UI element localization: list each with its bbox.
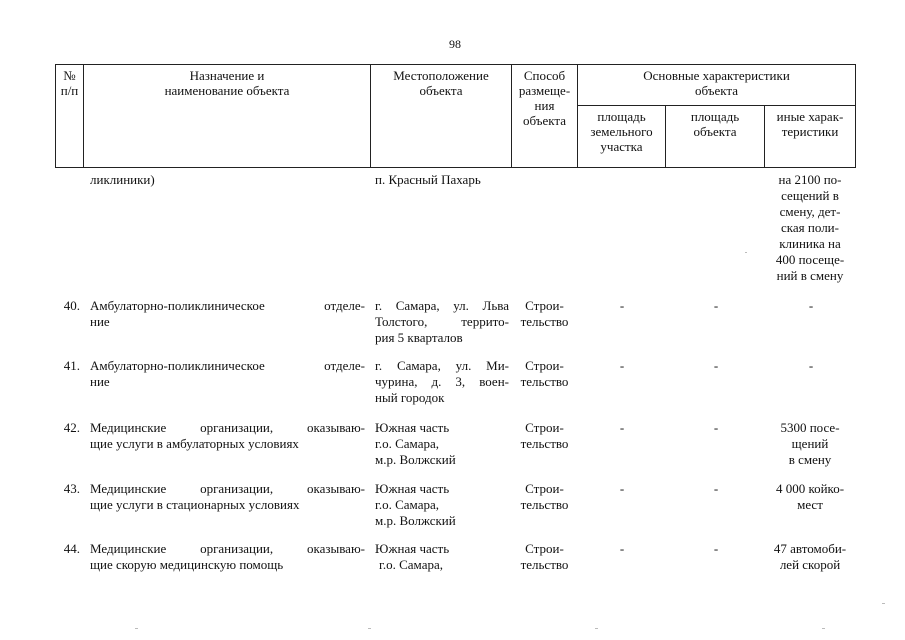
cell-line: 47 автомоби- <box>773 541 847 556</box>
table-row-name <box>90 481 365 513</box>
table-row-land-area: - <box>619 481 625 496</box>
table-row-object-area: - <box>713 358 719 373</box>
header-method-line: размеще- <box>518 83 571 98</box>
header-location-line: Местоположение <box>393 68 489 83</box>
table-row-location <box>375 172 481 188</box>
cell-line: ликлиники) <box>90 172 155 187</box>
table-row-object-area: - <box>713 541 719 556</box>
cell-line: Южная часть <box>375 541 450 556</box>
header-land-line: земельного <box>590 124 653 139</box>
cell-line: ный городок <box>375 390 445 405</box>
table-row-object-area: - <box>713 481 719 496</box>
table-row-location <box>375 541 509 573</box>
scan-artifact <box>745 252 747 253</box>
table-row-num <box>55 420 80 436</box>
cell-line: Строи- <box>525 541 564 556</box>
table-row-land-area: - <box>619 358 625 373</box>
header-other-characteristics <box>764 105 856 168</box>
table-row-num <box>55 541 80 557</box>
table-row-name <box>90 298 365 330</box>
table-row-method <box>511 298 578 330</box>
table-row-land-area: - <box>619 541 625 556</box>
cell-line: на 2100 по- <box>778 172 842 187</box>
header-method-line: Способ <box>523 68 566 83</box>
cell-line: Амбулаторно-поликлиническое отделе- <box>90 298 365 313</box>
cell-line: 4 000 койко- <box>775 481 845 496</box>
cell-line: Толстого, террито- <box>375 314 509 329</box>
table-row-name <box>90 541 365 573</box>
table-row-method <box>511 541 578 573</box>
header-location-line: объекта <box>419 83 463 98</box>
cell-line: Медицинские организации, оказываю- <box>90 420 365 435</box>
cell-line: ние <box>90 314 110 329</box>
table-row-name <box>90 172 155 188</box>
cell-line: тельство <box>520 436 569 451</box>
cell-line: щие скорую медицинскую помощь <box>90 557 284 572</box>
table-row-location <box>375 358 509 406</box>
table-row-location <box>375 420 509 468</box>
cell-line: мест <box>797 497 823 512</box>
cell-line: лей скорой <box>779 557 841 572</box>
header-land-line: площадь <box>597 109 646 124</box>
table-row-other: - <box>808 298 814 313</box>
cell-line: 40. <box>63 298 80 313</box>
cell-line: 44. <box>63 541 80 556</box>
cell-line: клиника на <box>779 236 841 251</box>
cell-line: 5300 посе- <box>780 420 840 435</box>
cell-line: 41. <box>63 358 80 373</box>
cell-line: г.о. Самара, <box>379 557 443 572</box>
cell-line: тельство <box>520 374 569 389</box>
table-row-land-area: - <box>619 298 625 313</box>
cell-line: г. Самара, ул. Льва <box>375 298 509 313</box>
header-object-line: площадь <box>690 109 740 124</box>
header-method <box>511 64 578 168</box>
cell-line: г.о. Самара, <box>375 436 439 451</box>
header-object-area <box>665 105 765 168</box>
table-row-other <box>764 481 856 513</box>
header-main-line: Основные характеристики <box>643 68 790 83</box>
table-row-object-area: - <box>713 420 719 435</box>
table-row-location <box>375 481 509 529</box>
table-row-other <box>764 541 856 573</box>
header-other-line: теристики <box>781 124 839 139</box>
table-row-land-area: - <box>619 420 625 435</box>
cell-line: Строи- <box>525 420 564 435</box>
header-main-line: объекта <box>694 83 739 98</box>
cell-line: ний в смену <box>776 268 844 283</box>
cell-line: м.р. Волжский <box>375 452 456 467</box>
scan-artifact <box>135 628 138 629</box>
cell-line: м.р. Волжский <box>375 513 456 528</box>
cell-line: ние <box>90 374 110 389</box>
cell-line: Строи- <box>525 298 564 313</box>
cell-line: г. Самара, ул. Ми- <box>375 358 509 373</box>
header-method-line: ния <box>534 98 555 113</box>
cell-line: Медицинские организации, оказываю- <box>90 481 365 496</box>
cell-line: Южная часть <box>375 481 450 496</box>
table-row-other <box>764 420 856 468</box>
header-land-line: участка <box>600 139 643 154</box>
cell-line: ская поли- <box>781 220 839 235</box>
cell-line: 400 посеще- <box>775 252 845 267</box>
page-number: 98 <box>449 37 461 51</box>
header-object-line: объекта <box>693 124 737 139</box>
scan-artifact <box>368 628 371 629</box>
header-num-line: № <box>63 68 76 83</box>
cell-line: рия 5 кварталов <box>375 330 463 345</box>
header-location <box>370 64 512 168</box>
cell-line: Медицинские организации, оказываю- <box>90 541 365 556</box>
table-row-method <box>511 420 578 452</box>
scan-artifact <box>595 628 598 629</box>
table-row-name <box>90 358 365 390</box>
table-row-location <box>375 298 509 346</box>
cell-line: щие услуги в стационарных условиях <box>90 497 300 512</box>
cell-line: Южная часть <box>375 420 450 435</box>
cell-line: в смену <box>788 452 832 467</box>
cell-line: щений <box>791 436 829 451</box>
cell-line: сещений в <box>781 188 839 203</box>
cell-line: г.о. Самара, <box>375 497 439 512</box>
cell-line: тельство <box>520 497 569 512</box>
cell-line: тельство <box>520 557 569 572</box>
cell-line: смену, дет- <box>779 204 841 219</box>
cell-line: 43. <box>63 481 80 496</box>
header-num <box>55 64 84 168</box>
header-name <box>83 64 371 168</box>
table-row-num <box>55 298 80 314</box>
table-row-num <box>55 358 80 374</box>
table-row-other: - <box>808 358 814 373</box>
table-row-method <box>511 358 578 390</box>
table-row-object-area: - <box>713 298 719 313</box>
table-row-method <box>511 481 578 513</box>
cell-line: Строи- <box>525 481 564 496</box>
scan-artifact <box>882 603 885 604</box>
cell-line: 42. <box>63 420 80 435</box>
cell-line: п. Красный Пахарь <box>375 172 481 187</box>
header-other-line: иные харак- <box>776 109 844 124</box>
header-name-line: Назначение и <box>189 68 265 83</box>
cell-line: тельство <box>520 314 569 329</box>
cell-line: Строи- <box>525 358 564 373</box>
header-method-line: объекта <box>522 113 567 128</box>
cell-line: щие услуги в амбулаторных условиях <box>90 436 299 451</box>
header-main-characteristics <box>577 64 856 106</box>
header-name-line: наименование объекта <box>164 83 290 98</box>
cell-line: чурина, д. 3, воен- <box>375 374 509 389</box>
cell-line: Амбулаторно-поликлиническое отделе- <box>90 358 365 373</box>
table-row-other <box>764 172 856 284</box>
table-row-num <box>55 481 80 497</box>
scan-artifact <box>822 628 825 629</box>
header-num-line: п/п <box>60 83 79 98</box>
header-land-area <box>577 105 666 168</box>
table-row-name <box>90 420 365 452</box>
